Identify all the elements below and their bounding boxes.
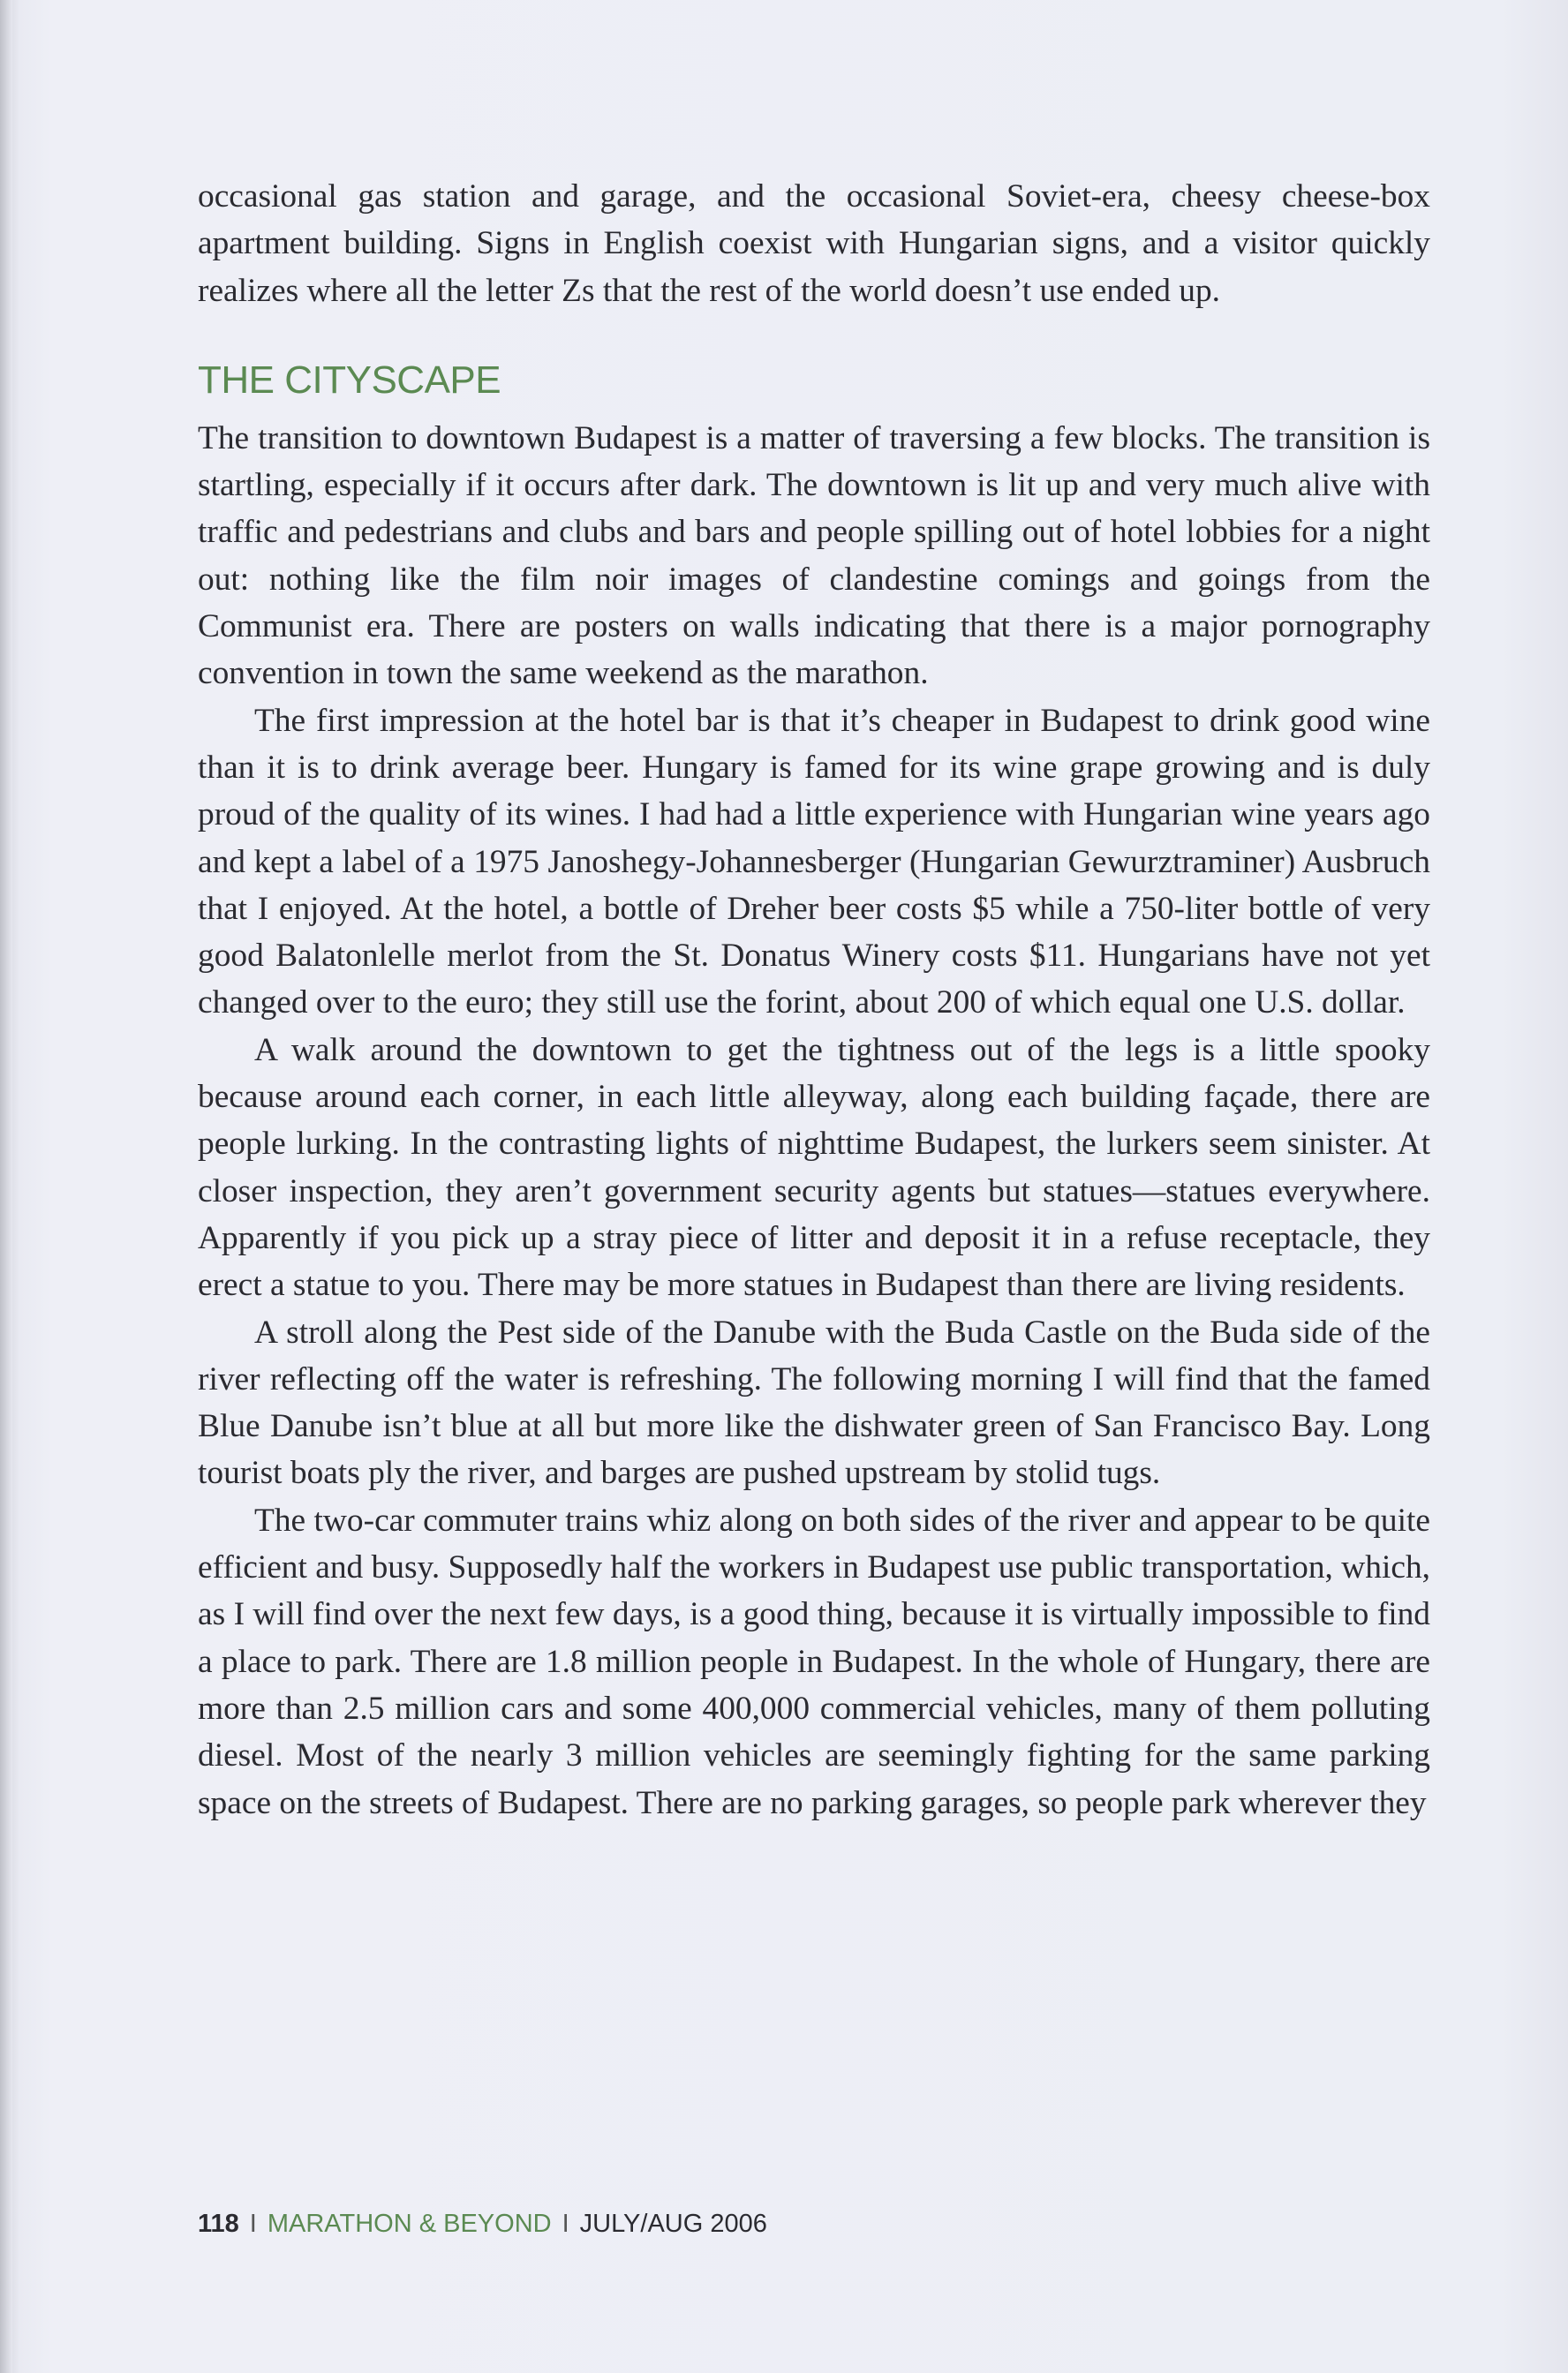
- publication-name: MARATHON & BEYOND: [267, 2210, 552, 2238]
- issue-date: JULY/AUG 2006: [579, 2210, 767, 2238]
- body-paragraph-2: The first impression at the hotel bar is that it’s cheaper in Budapest to drink good wine than it is to drink average beer. Hungary is famed for its wine grape growing and is duly proud of the quality of its wines. I had had a little experience with Hungarian wine years ago and kept a label of a 1975 Janoshegy-Johannesberger (Hungarian Gewurztraminer) Ausbruch that I enjoyed. At the hotel, a bottle of Dreher beer costs $5 while a 750-liter bottle of very good Balatonlelle merlot from the St. Donatus Winery costs $11. Hungarians have not yet changed over to the euro; they still use the forint, about 200 of which equal one U.S. dollar.: [198, 702, 1430, 1021]
- body-paragraph-5: The two-car commuter trains whiz along on both sides of the river and appear to be quite efficient and busy. Supposedly half the workers in Budapest use public transportation, which, as I will find over the next few days, is a good thing, because it is virtually impossible to find a place to park. There are 1.8 million people in Budapest. In the whole of Hungary, there are more than 2.5 million cars and some 400,000 commercial vehicles, many of them polluting diesel. Most of the nearly 3 million vehicles are seemingly fighting for the same parking space on the streets of Budapest. There are no parking garages, so people park wherever they: [198, 1502, 1430, 1821]
- body-paragraph-3: A walk around the downtown to get the tightness out of the legs is a little spooky because around each corner, in each little alleyway, along each building façade, there are people lurking. In the contrasting lights of nighttime Budapest, the lurkers seem sinister. At closer inspection, they aren’t government security agents but statues—statues everywhere. Apparently if you pick up a stray piece of litter and deposit it in a refuse receptacle, they erect a statue to you. There may be more statues in Budapest than there are living residents.: [198, 1031, 1430, 1304]
- intro-paragraph: occasional gas station and garage, and the occasional Soviet-era, cheesy cheese-box apartment building. Signs in English coexist with Hungarian signs, and a visitor quickly realizes where all the letter Zs that the rest of the world doesn’t use ended up.: [198, 178, 1430, 309]
- section-heading: THE CITYSCAPE: [198, 358, 501, 402]
- body-paragraph-4: A stroll along the Pest side of the Danube with the Buda Castle on the Buda side of the river reflecting off the water is refreshing. The following morning I will find that the famed Blue Danube isn’t blue at all but more like the dishwater green of San Francisco Bay. Long tourist boats ply the river, and barges are pushed upstream by stolid tugs.: [198, 1314, 1430, 1492]
- footer-separator: I: [562, 2210, 569, 2238]
- article-body: [198, 173, 1430, 1827]
- footer-separator: I: [249, 2210, 257, 2238]
- body-paragraph-1: The transition to downtown Budapest is a matter of traversing a few blocks. The transition is startling, especially if it occurs after dark. The downtown is lit up and very much alive with traffic and pedestrians and clubs and bars and people spilling out of hotel lobbies for a night out: nothing like the film noir images of clandestine comings and goings from the Communist era. There are posters on walls indicating that there is a major pornography convention in town the same weekend as the marathon.: [198, 419, 1430, 692]
- page-number: 118: [198, 2210, 239, 2238]
- page-footer: [198, 2210, 767, 2239]
- page-binding-edge: [0, 0, 12, 2373]
